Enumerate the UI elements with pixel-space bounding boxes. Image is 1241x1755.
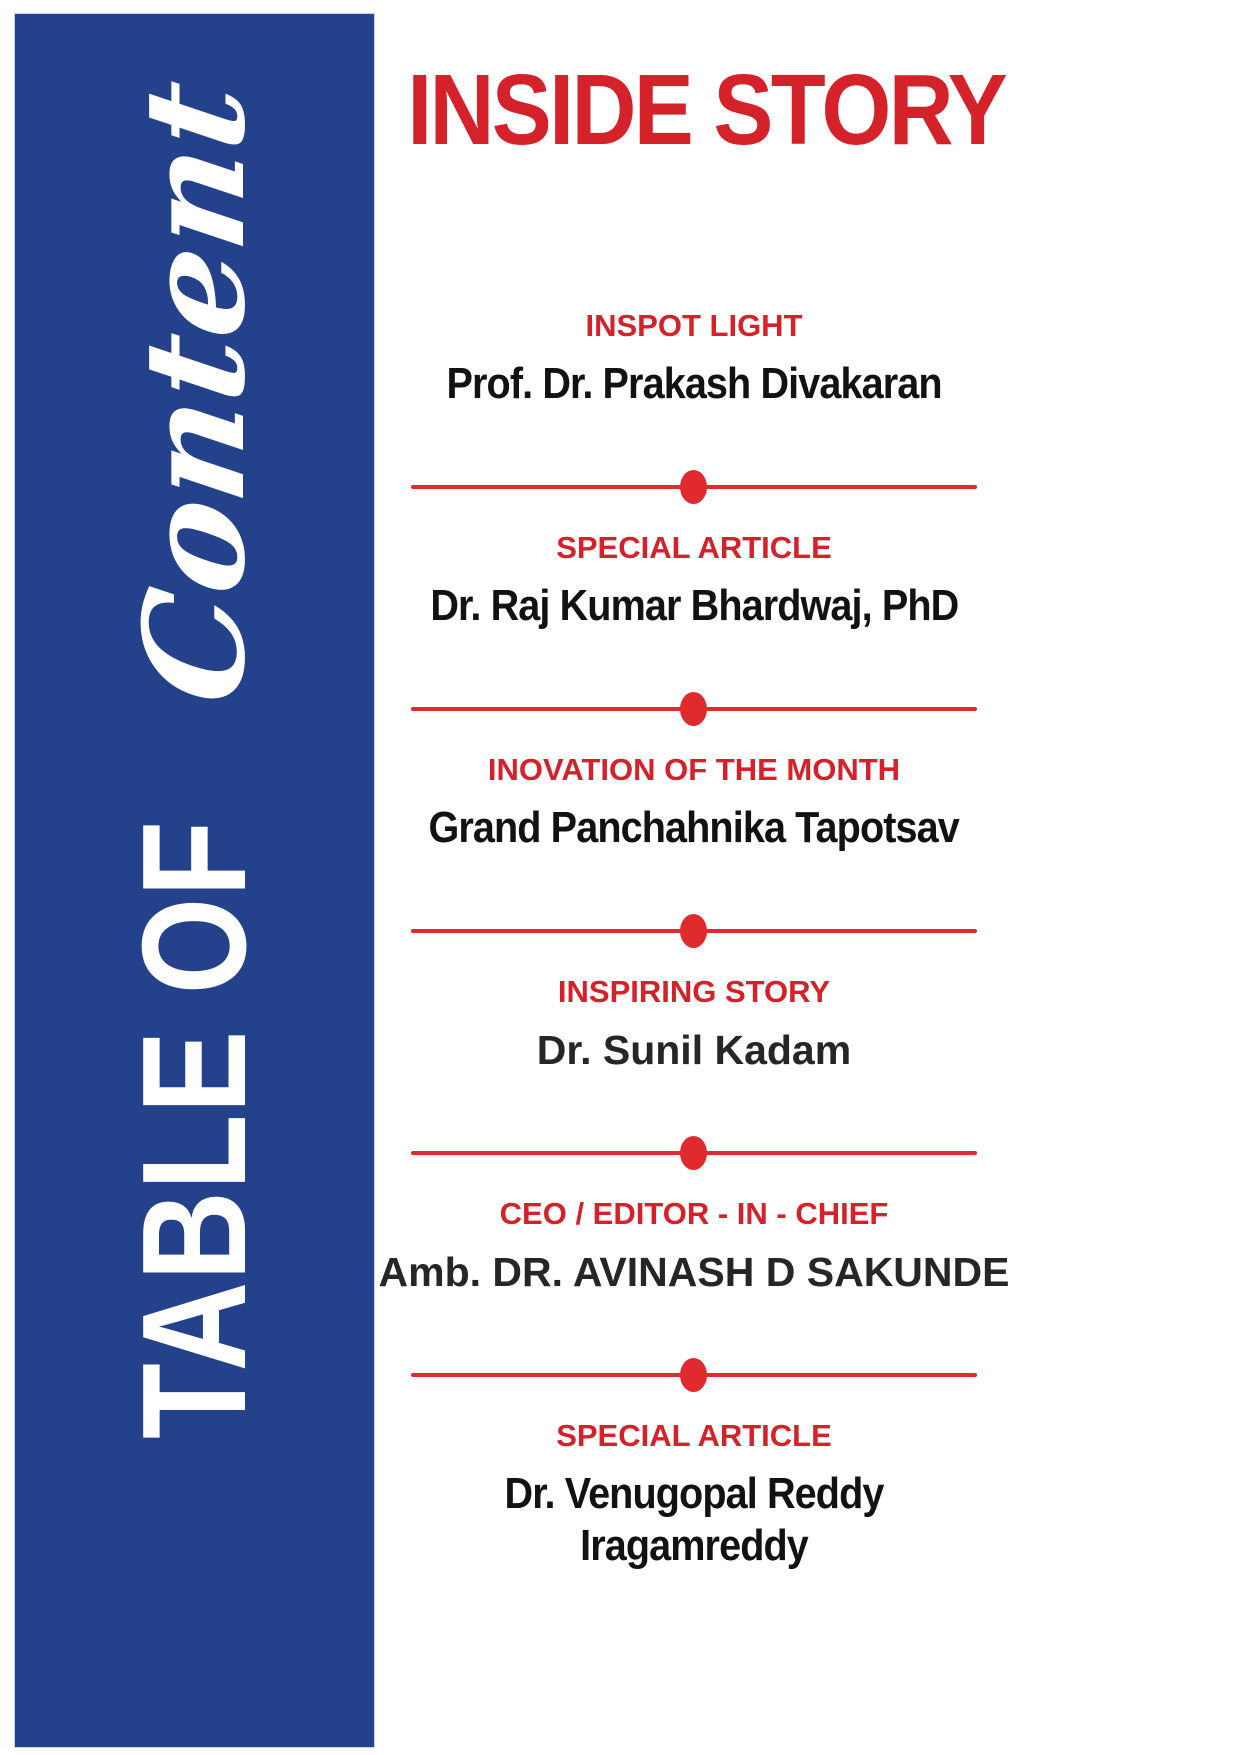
toc-section-inovation-of-the-month <box>374 752 1014 854</box>
toc-section-inspiring-story <box>374 974 1014 1076</box>
divider-dot-icon <box>680 1136 707 1170</box>
table-of-contents-banner <box>15 14 374 1747</box>
section-divider <box>411 470 977 504</box>
section-divider <box>411 1136 977 1170</box>
section-category: INSPIRING STORY <box>557 974 831 1009</box>
toc-section-special-article-2 <box>374 1418 1014 1572</box>
banner-table-of-label: TABLE OF <box>111 819 277 1439</box>
section-category: SPECIAL ARTICLE <box>556 530 832 565</box>
section-category: SPECIAL ARTICLE <box>556 1418 832 1453</box>
section-name: Dr. Sunil Kadam <box>536 1027 852 1073</box>
toc-section-special-article-1 <box>374 530 1014 632</box>
section-category: CEO / EDITOR - IN - CHIEF <box>499 1196 889 1231</box>
section-divider <box>411 692 977 726</box>
section-name: Dr. Raj Kumar Bhardwaj, PhD <box>429 581 959 630</box>
section-category: INSPOT LIGHT <box>585 308 803 343</box>
toc-section-ceo-editor-in-chief <box>374 1196 1014 1298</box>
section-name: Prof. Dr. Prakash Divakaran <box>446 359 942 408</box>
divider-dot-icon <box>680 470 707 504</box>
divider-dot-icon <box>680 914 707 948</box>
toc-content-column <box>374 0 1014 1572</box>
section-name: Grand Panchahnika Tapotsav <box>428 803 960 852</box>
divider-dot-icon <box>680 1358 707 1392</box>
banner-rotated-text <box>15 14 374 1747</box>
divider-dot-icon <box>680 692 707 726</box>
section-name: Amb. DR. AVINASH D SAKUNDE <box>378 1249 1010 1295</box>
section-divider <box>411 1358 977 1392</box>
section-divider <box>411 914 977 948</box>
page-title: INSIDE STORY <box>407 54 1005 166</box>
banner-content-label: Content <box>112 71 276 713</box>
toc-section-inspot-light <box>374 308 1014 410</box>
section-category: INOVATION OF THE MONTH <box>487 752 901 787</box>
section-name: Dr. Venugopal Reddy Iragamreddy <box>504 1469 884 1570</box>
